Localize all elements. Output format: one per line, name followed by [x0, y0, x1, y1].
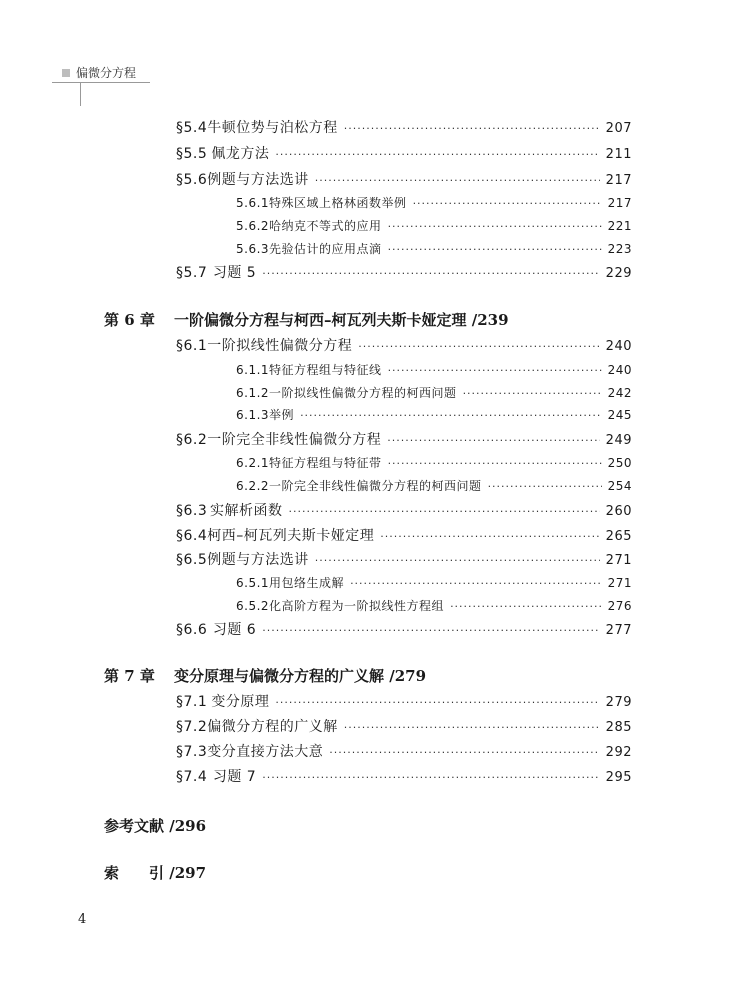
toc-subentry[interactable] [236, 574, 632, 591]
entry-page: 240 [607, 363, 632, 377]
toc-entry[interactable] [176, 741, 632, 761]
leader-dots [329, 746, 599, 759]
leader-dots [388, 457, 602, 470]
leader-dots [262, 771, 599, 784]
entry-page: 211 [605, 147, 632, 162]
entry-number: §5.7 [176, 265, 208, 281]
leader-dots [262, 267, 599, 280]
entry-page: 277 [605, 623, 632, 638]
toc-entry[interactable] [176, 169, 632, 189]
entry-title: 变分直接方法大意 [207, 744, 324, 760]
leader-dots [488, 480, 602, 493]
entry-number: 6.5.1 [236, 576, 270, 590]
entry-page: 276 [607, 599, 632, 613]
entry-number: §6.6 [176, 622, 208, 638]
entry-number: §6.3 [176, 503, 208, 519]
entry-title: 变分原理 [211, 694, 270, 710]
entry-number: §7.3 [176, 744, 208, 760]
entry-page: 242 [607, 386, 632, 400]
leader-dots [388, 364, 602, 377]
entry-page: 279 [605, 695, 632, 710]
entry-title: 习题 5 [212, 265, 257, 281]
page-number: 4 [78, 912, 87, 927]
leader-dots [289, 505, 600, 518]
toc-entry[interactable] [176, 716, 632, 736]
toc-subentry[interactable] [236, 361, 632, 378]
entry-page: 295 [605, 770, 632, 785]
entry-page: 249 [605, 433, 632, 448]
entry-page: 271 [605, 553, 632, 568]
toc-entry[interactable] [176, 262, 632, 282]
leader-dots [300, 409, 602, 422]
entry-number: §7.1 [176, 694, 208, 710]
entry-page: 221 [607, 219, 632, 233]
entry-number: 6.2.1 [236, 456, 270, 470]
toc-entry[interactable] [176, 335, 632, 355]
leader-dots [262, 624, 599, 637]
toc-entry[interactable] [176, 500, 632, 520]
entry-title: 一阶拟线性偏微分方程 [207, 338, 353, 354]
entry-number: 6.5.2 [236, 599, 270, 613]
toc-entry[interactable] [176, 143, 632, 163]
toc-entry[interactable] [176, 691, 632, 711]
entry-title: 牛顿位势与泊松方程 [207, 120, 338, 136]
toc-subentry[interactable] [236, 384, 632, 401]
entry-title: 佩龙方法 [211, 146, 270, 162]
entry-page: 271 [607, 576, 632, 590]
entry-number: §6.5 [176, 552, 208, 568]
leader-dots [388, 220, 602, 233]
chapter-number: 第 6 章 [104, 311, 155, 329]
entry-page: 260 [605, 504, 632, 519]
toc-entry[interactable] [176, 619, 632, 639]
entry-page: 254 [607, 479, 632, 493]
entry-title: 举例 [269, 408, 295, 422]
entry-number: §6.1 [176, 338, 208, 354]
leader-dots [350, 577, 602, 590]
entry-page: 245 [607, 408, 632, 422]
entry-page: 207 [605, 121, 632, 136]
entry-title: 柯西–柯瓦列夫斯卡娅定理 [207, 528, 375, 544]
entry-number: §7.2 [176, 719, 208, 735]
entry-number: §5.4 [176, 120, 208, 136]
chapter-heading-7[interactable] [104, 665, 426, 686]
entry-title: 一阶完全非线性偏微分方程 [207, 432, 382, 448]
entry-number: 5.6.2 [236, 219, 270, 233]
toc-subentry[interactable] [236, 240, 632, 257]
entry-title: 实解析函数 [210, 503, 283, 519]
entry-title: 化高阶方程为一阶拟线性方程组 [269, 599, 445, 613]
entry-number: 5.6.3 [236, 242, 270, 256]
entry-title: 先验估计的应用点滴 [269, 242, 382, 256]
entry-page: 223 [607, 242, 632, 256]
entry-title: 偏微分方程的广义解 [207, 719, 338, 735]
entry-number: 6.1.3 [236, 408, 270, 422]
entry-page: 292 [605, 745, 632, 760]
leader-dots [413, 197, 602, 210]
entry-title: 特征方程组与特征线 [269, 363, 382, 377]
leader-dots [344, 122, 600, 135]
toc-entry[interactable] [176, 549, 632, 569]
index-entry[interactable]: 索 引 /297 [104, 864, 207, 882]
entry-page: 265 [605, 529, 632, 544]
entry-number: §6.4 [176, 528, 208, 544]
leader-dots [380, 530, 599, 543]
toc-subentry[interactable] [236, 217, 632, 234]
references-entry[interactable]: 参考文献 /296 [104, 817, 207, 835]
leader-dots [344, 721, 600, 734]
toc-subentry[interactable] [236, 597, 632, 614]
leader-dots [358, 340, 599, 353]
entry-title: 习题 7 [212, 769, 257, 785]
entry-title: 例题与方法选讲 [207, 172, 309, 188]
entry-title: 用包络生成解 [269, 576, 345, 590]
toc-entry[interactable] [176, 429, 632, 449]
leader-dots [275, 148, 599, 161]
entry-number: §5.5 [176, 146, 208, 162]
entry-number: 6.1.2 [236, 386, 270, 400]
entry-title: 一阶拟线性偏微分方程的柯西问题 [269, 386, 457, 400]
entry-page: 250 [607, 456, 632, 470]
chapter-title: 一阶偏微分方程与柯西–柯瓦列夫斯卡娅定理 /239 [174, 311, 509, 329]
toc-entry[interactable] [176, 117, 632, 137]
entry-title: 习题 6 [212, 622, 257, 638]
chapter-heading-6[interactable] [104, 309, 509, 330]
entry-title: 特殊区域上格林函数举例 [269, 196, 407, 210]
entry-title: 一阶完全非线性偏微分方程的柯西问题 [269, 479, 482, 493]
running-head-title: 偏微分方程 [76, 66, 137, 80]
toc-entry[interactable] [176, 766, 632, 786]
entry-number: 5.6.1 [236, 196, 270, 210]
leader-dots [463, 387, 602, 400]
leader-dots [275, 696, 599, 709]
leader-dots [315, 174, 600, 187]
entry-title: 例题与方法选讲 [207, 552, 309, 568]
entry-title: 特征方程组与特征带 [269, 456, 382, 470]
entry-page: 217 [605, 173, 632, 188]
entry-title: 哈纳克不等式的应用 [269, 219, 382, 233]
entry-page: 217 [607, 196, 632, 210]
toc-subentry[interactable] [236, 477, 632, 494]
toc-subentry[interactable] [236, 194, 632, 211]
leader-dots [315, 554, 600, 567]
toc-subentry[interactable] [236, 406, 632, 423]
leader-dots [450, 600, 602, 613]
entry-number: §7.4 [176, 769, 208, 785]
toc-subentry[interactable] [236, 454, 632, 471]
chapter-title: 变分原理与偏微分方程的广义解 /279 [174, 667, 427, 685]
entry-number: 6.1.1 [236, 363, 270, 377]
leader-dots [387, 434, 599, 447]
entry-number: 6.2.2 [236, 479, 270, 493]
entry-page: 240 [605, 339, 632, 354]
entry-page: 285 [605, 720, 632, 735]
entry-page: 229 [605, 266, 632, 281]
toc-entry[interactable] [176, 525, 632, 545]
chapter-number: 第 7 章 [104, 667, 155, 685]
leader-dots [388, 243, 602, 256]
entry-number: §5.6 [176, 172, 208, 188]
entry-number: §6.2 [176, 432, 208, 448]
